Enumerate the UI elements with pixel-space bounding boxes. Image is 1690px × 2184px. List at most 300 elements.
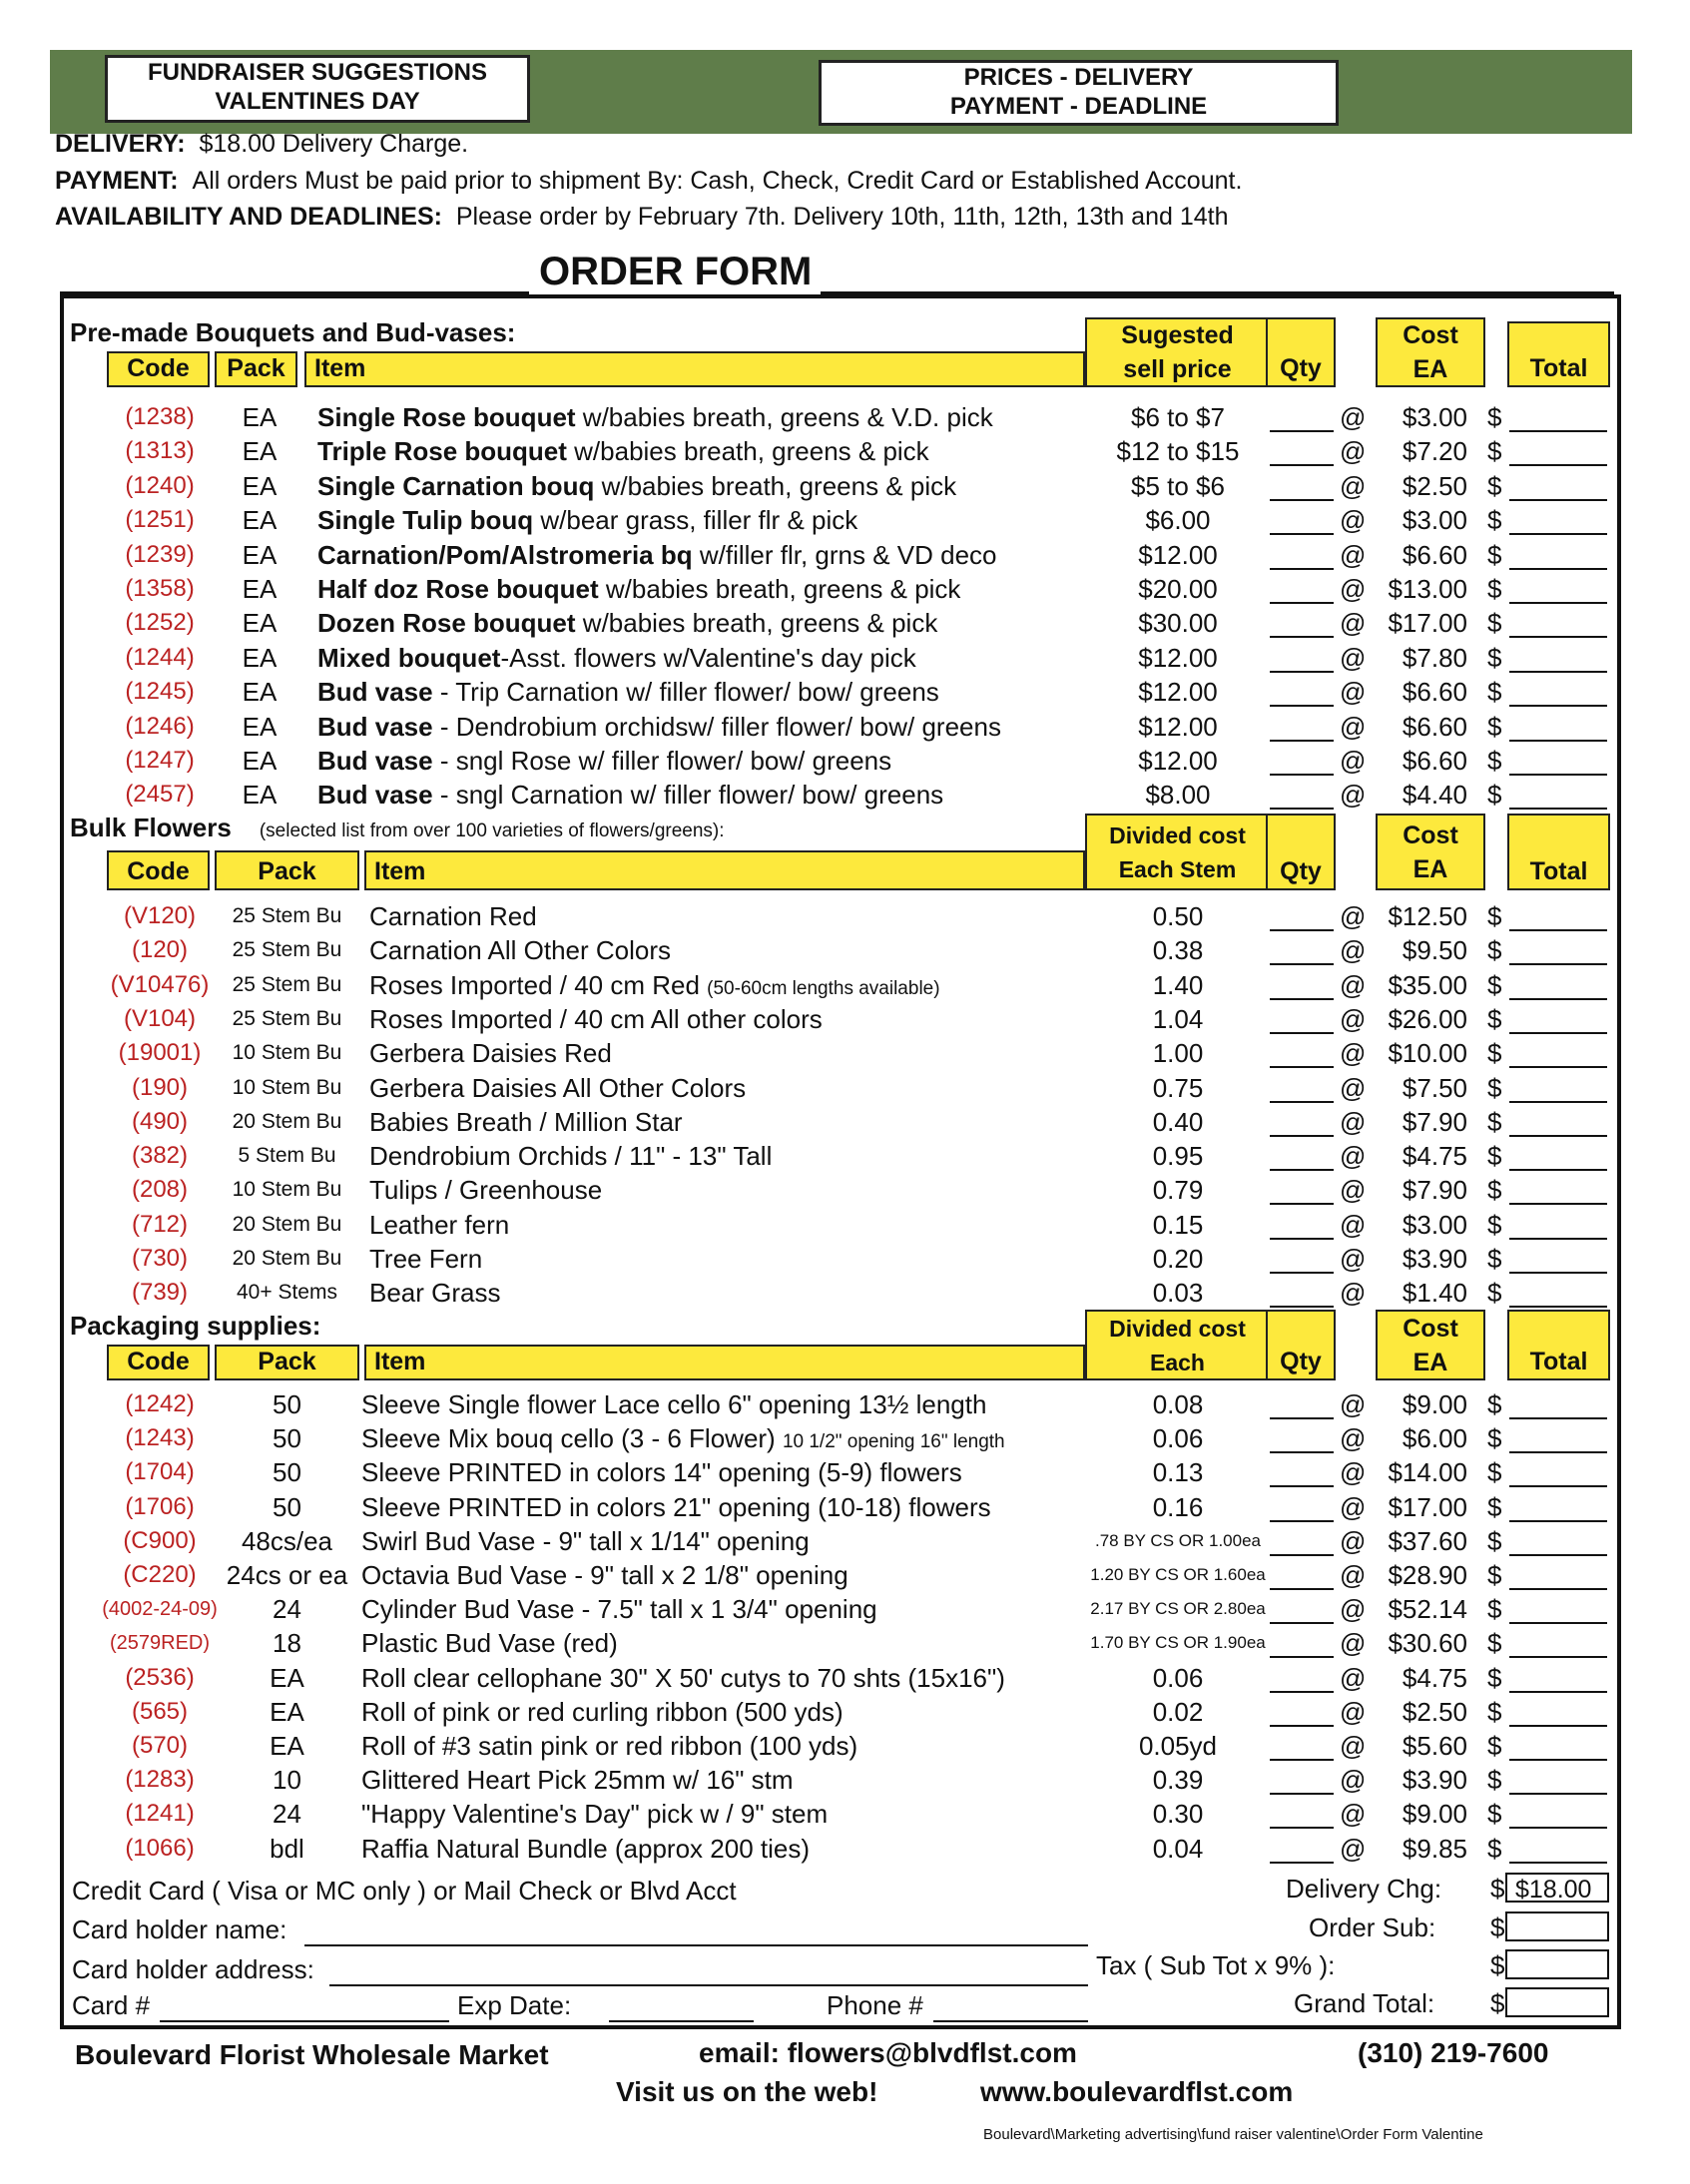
item-code: (712)	[131, 1210, 189, 1238]
dollar-sign: $	[1487, 711, 1502, 742]
at-sign: @	[1340, 1696, 1367, 1727]
delivery-chg-label: Delivery Chg:	[1286, 1874, 1442, 1904]
item-code: (2536)	[125, 1663, 195, 1691]
total-field[interactable]	[1509, 1032, 1607, 1034]
qty-field[interactable]	[1270, 1588, 1334, 1590]
item-cost: $9.00	[1402, 1389, 1467, 1419]
card-holder-address-field[interactable]	[329, 1984, 1088, 1986]
total-field[interactable]	[1509, 963, 1607, 965]
total-field[interactable]	[1509, 671, 1607, 673]
qty-field[interactable]	[1270, 1827, 1334, 1829]
header-box-prices: PRICES - DELIVERY PAYMENT - DEADLINE	[819, 60, 1339, 126]
table-row	[0, 1421, 1690, 1455]
section-title-bouquets: Pre-made Bouquets and Bud-vases:	[70, 317, 516, 347]
dollar-sign: $	[1487, 1389, 1502, 1419]
item-code: (208)	[131, 1176, 189, 1204]
header-pack: Pack	[215, 1345, 359, 1380]
item-cost: $28.90	[1388, 1560, 1467, 1590]
total-field[interactable]	[1509, 1485, 1607, 1487]
dollar-sign: $	[1487, 1278, 1502, 1309]
card-holder-name-field[interactable]	[304, 1944, 1088, 1946]
dollar-sign: $	[1487, 1833, 1502, 1864]
item-cost: $1.40	[1402, 1278, 1467, 1309]
item-name: Mixed bouquet	[317, 642, 501, 673]
dollar-sign: $	[1487, 1003, 1502, 1034]
at-sign: @	[1340, 1731, 1367, 1761]
total-field[interactable]	[1509, 533, 1607, 535]
total-field[interactable]	[1509, 1862, 1607, 1864]
at-sign: @	[1340, 1628, 1367, 1659]
item-description	[361, 1490, 991, 1524]
total-field[interactable]	[1509, 1554, 1607, 1556]
item-name: Sleeve Single flower Lace cello 6" opening 13½ length	[361, 1389, 987, 1419]
qty-field[interactable]	[1270, 1622, 1334, 1624]
item-price: $8.00	[1145, 780, 1211, 811]
grand-total-label: Grand Total:	[1294, 1988, 1435, 2018]
total-field[interactable]	[1509, 998, 1607, 1000]
item-name: Single Carnation bouq	[317, 470, 595, 501]
item-pack: 5 Stem Bu	[238, 1144, 336, 1168]
header-item: Item	[364, 850, 1085, 890]
item-description	[361, 1661, 1005, 1695]
item-code: (V104)	[123, 1004, 197, 1032]
item-description	[317, 538, 997, 572]
qty-field[interactable]	[1270, 1725, 1334, 1727]
dollar-sign: $	[1487, 436, 1502, 467]
item-code: (1358)	[125, 575, 195, 602]
item-name: Bud vase	[317, 677, 433, 708]
item-code: (V120)	[123, 902, 197, 929]
qty-field[interactable]	[1270, 464, 1334, 466]
item-name: Carnation Red	[369, 901, 537, 931]
item-price: 1.20 BY CS OR 1.60ea	[1090, 1565, 1266, 1584]
item-code: (1244)	[125, 643, 195, 671]
item-cost: $7.80	[1402, 642, 1467, 673]
at-sign: @	[1340, 935, 1367, 966]
item-description	[361, 1695, 844, 1729]
website-link[interactable]: www.boulevardflst.com	[980, 2076, 1294, 2107]
table-row	[0, 1242, 1690, 1276]
item-name: Octavia Bud Vase - 9" tall x 2 1/8" opening	[361, 1560, 848, 1590]
table-row	[0, 1208, 1690, 1242]
qty-field[interactable]	[1270, 568, 1334, 570]
item-price: 1.00	[1152, 1038, 1204, 1069]
qty-field[interactable]	[1270, 1862, 1334, 1864]
at-sign: @	[1340, 1209, 1367, 1240]
item-pack: EA	[242, 780, 278, 811]
at-sign: @	[1340, 1038, 1367, 1069]
item-code: (1241)	[125, 1800, 195, 1828]
table-row	[0, 1002, 1690, 1036]
item-cost: $6.60	[1402, 539, 1467, 570]
total-field[interactable]	[1509, 705, 1607, 707]
total-field[interactable]	[1509, 1588, 1607, 1590]
item-price: $12.00	[1138, 746, 1218, 776]
header-code: Code	[107, 351, 210, 387]
item-price: 0.02	[1152, 1696, 1204, 1727]
order-form-title: ORDER FORM	[539, 250, 813, 293]
item-pack: EA	[270, 1696, 304, 1727]
qty-field[interactable]	[1270, 1417, 1334, 1419]
item-code: (2457)	[125, 781, 195, 809]
visit-web-text: Visit us on the web!	[616, 2076, 878, 2107]
total-field[interactable]	[1509, 1203, 1607, 1205]
item-cost: $3.00	[1402, 1209, 1467, 1240]
item-code: (490)	[131, 1107, 189, 1135]
qty-field[interactable]	[1270, 1238, 1334, 1240]
item-cost: $2.50	[1402, 1696, 1467, 1727]
qty-field[interactable]	[1270, 929, 1334, 931]
table-row	[0, 1661, 1690, 1695]
item-description	[361, 1558, 848, 1592]
item-cost: $7.90	[1402, 1175, 1467, 1206]
table-row	[0, 1592, 1690, 1626]
table-row	[0, 1387, 1690, 1421]
dollar-sign: $	[1487, 1731, 1502, 1761]
table-row	[0, 675, 1690, 709]
at-sign: @	[1340, 642, 1367, 673]
item-price: $12.00	[1138, 711, 1218, 742]
table-row	[0, 1626, 1690, 1660]
qty-field[interactable]	[1270, 1485, 1334, 1487]
table-row	[0, 1490, 1690, 1524]
item-description	[361, 1592, 877, 1626]
item-code: (1240)	[125, 471, 195, 499]
total-field[interactable]	[1509, 1520, 1607, 1522]
item-cost: $14.00	[1388, 1457, 1467, 1488]
item-details: w/babies breath, greens & V.D. pick	[575, 402, 993, 432]
total-field[interactable]	[1509, 929, 1607, 931]
item-cost: $9.00	[1402, 1799, 1467, 1830]
at-sign: @	[1340, 1799, 1367, 1830]
order-sub-label: Order Sub:	[1309, 1912, 1436, 1942]
qty-field[interactable]	[1270, 705, 1334, 707]
qty-field[interactable]	[1270, 1306, 1334, 1308]
qty-field[interactable]	[1270, 636, 1334, 638]
total-field[interactable]	[1509, 1656, 1607, 1658]
item-code: (1246)	[125, 712, 195, 740]
item-price: 0.30	[1152, 1799, 1204, 1830]
grand-total-field[interactable]	[1505, 1987, 1609, 2017]
qty-field[interactable]	[1270, 1066, 1334, 1068]
item-pack: EA	[242, 539, 278, 570]
table-row	[0, 641, 1690, 675]
exp-date-field[interactable]	[609, 2020, 754, 2022]
card-number-field[interactable]	[160, 2020, 449, 2022]
qty-field[interactable]	[1270, 1272, 1334, 1274]
phone-field[interactable]	[933, 2020, 1088, 2022]
at-sign: @	[1340, 470, 1367, 501]
item-code: (V10476)	[110, 970, 210, 998]
item-details: -Asst. flowers w/Valentine's day pick	[500, 642, 916, 673]
header-code: Code	[107, 1345, 210, 1380]
item-price: $6.00	[1145, 505, 1211, 536]
item-details: - sngl Carnation w/ filler flower/ bow/ greens	[432, 780, 944, 811]
qty-field[interactable]	[1270, 1520, 1334, 1522]
dollar-sign: $	[1487, 1072, 1502, 1103]
item-pack: 50	[273, 1491, 301, 1522]
qty-field[interactable]	[1270, 1451, 1334, 1453]
item-price: 0.13	[1152, 1457, 1204, 1488]
item-code: (1706)	[125, 1492, 195, 1520]
total-field[interactable]	[1509, 1725, 1607, 1727]
item-name: Leather fern	[369, 1209, 510, 1240]
item-price: 0.39	[1152, 1765, 1204, 1796]
table-row	[0, 572, 1690, 606]
at-sign: @	[1340, 711, 1367, 742]
dollar-sign: $	[1487, 1175, 1502, 1206]
item-name: Roll of #3 satin pink or red ribbon (100 yds)	[361, 1731, 858, 1761]
header-sell-price: Sugested sell price	[1085, 317, 1270, 387]
item-description	[361, 1387, 986, 1421]
item-cost: $7.90	[1402, 1106, 1467, 1137]
item-price: 0.06	[1152, 1423, 1204, 1454]
total-field[interactable]	[1509, 430, 1607, 432]
item-code: (1247)	[125, 747, 195, 774]
dollar-sign: $	[1487, 642, 1502, 673]
dollar-sign: $	[1490, 1950, 1505, 1980]
item-pack: 20 Stem Bu	[232, 1247, 342, 1270]
item-pack: 40+ Stems	[237, 1281, 337, 1305]
qty-field[interactable]	[1270, 533, 1334, 535]
item-description	[317, 434, 929, 468]
total-field[interactable]	[1509, 1691, 1607, 1693]
dollar-sign: $	[1487, 1457, 1502, 1488]
item-code: (1239)	[125, 540, 195, 568]
qty-field[interactable]	[1270, 1656, 1334, 1658]
qty-field[interactable]	[1270, 1032, 1334, 1034]
item-name: Dendrobium Orchids / 11" - 13" Tall	[369, 1141, 773, 1172]
dollar-sign: $	[1487, 1244, 1502, 1274]
item-description	[369, 1105, 683, 1139]
header-pack: Pack	[215, 850, 359, 890]
at-sign: @	[1340, 1278, 1367, 1309]
email[interactable]: email: flowers@blvdflst.com	[699, 2037, 1077, 2068]
dollar-sign: $	[1487, 1525, 1502, 1556]
total-field[interactable]	[1509, 464, 1607, 466]
bulk-note: (selected list from over 100 varieties of flowers/greens):	[259, 820, 725, 841]
item-price: $5 to $6	[1131, 470, 1225, 501]
exp-date-label: Exp Date:	[457, 1990, 572, 2020]
total-field[interactable]	[1509, 1066, 1607, 1068]
item-code: (565)	[131, 1697, 189, 1725]
at-sign: @	[1340, 780, 1367, 811]
header-cost-ea: Cost EA	[1376, 317, 1485, 387]
item-code: (4002-24-09)	[102, 1598, 218, 1621]
total-field[interactable]	[1509, 1272, 1607, 1274]
total-field[interactable]	[1509, 1101, 1607, 1103]
item-name: Cylinder Bud Vase - 7.5" tall x 1 3/4" opening	[361, 1594, 877, 1625]
order-sub-field[interactable]	[1505, 1911, 1609, 1941]
total-field[interactable]	[1509, 740, 1607, 742]
table-row	[0, 1729, 1690, 1763]
total-field[interactable]	[1509, 1827, 1607, 1829]
total-field[interactable]	[1509, 1417, 1607, 1419]
item-description	[369, 1173, 602, 1207]
item-cost: $6.60	[1402, 677, 1467, 708]
total-field[interactable]	[1509, 1169, 1607, 1171]
item-details: - Trip Carnation w/ filler flower/ bow/ greens	[432, 677, 939, 708]
item-description	[317, 606, 937, 640]
qty-field[interactable]	[1270, 602, 1334, 604]
table-row	[0, 469, 1690, 503]
qty-field[interactable]	[1270, 1135, 1334, 1137]
item-code: (19001)	[118, 1039, 202, 1067]
item-description	[361, 1832, 810, 1866]
item-description	[369, 1276, 501, 1310]
item-details: w/babies breath, greens & pick	[594, 470, 957, 501]
qty-field[interactable]	[1270, 740, 1334, 742]
item-price: .78 BY CS OR 1.00ea	[1094, 1530, 1261, 1550]
dollar-sign: $	[1487, 1628, 1502, 1659]
item-price: 0.75	[1152, 1072, 1204, 1103]
total-field[interactable]	[1509, 1306, 1607, 1308]
item-code: (1283)	[125, 1766, 195, 1794]
item-description	[317, 744, 891, 778]
table-row	[0, 710, 1690, 744]
item-pack: 50	[273, 1423, 301, 1454]
total-field[interactable]	[1509, 602, 1607, 604]
item-details: w/filler flr, grns & VD deco	[692, 539, 997, 570]
at-sign: @	[1340, 1833, 1367, 1864]
card-holder-address-label: Card holder address:	[72, 1954, 314, 1984]
header-item: Item	[364, 1345, 1085, 1380]
item-pack: EA	[242, 505, 278, 536]
item-cost: $3.00	[1402, 505, 1467, 536]
total-field[interactable]	[1509, 1135, 1607, 1137]
at-sign: @	[1340, 1491, 1367, 1522]
item-pack: EA	[242, 711, 278, 742]
total-field[interactable]	[1509, 499, 1607, 501]
item-price: $20.00	[1138, 574, 1218, 604]
dollar-sign: $	[1487, 574, 1502, 604]
header-qty: Qty	[1266, 814, 1336, 890]
table-row	[0, 1105, 1690, 1139]
dollar-sign: $	[1487, 608, 1502, 639]
total-field[interactable]	[1509, 636, 1607, 638]
qty-field[interactable]	[1270, 1793, 1334, 1795]
qty-field[interactable]	[1270, 1203, 1334, 1205]
item-details: w/babies breath, greens & pick	[566, 436, 929, 467]
item-code: (1066)	[125, 1834, 195, 1862]
item-code: (382)	[131, 1142, 189, 1170]
dollar-sign: $	[1487, 1662, 1502, 1693]
header-qty: Qty	[1266, 317, 1336, 387]
item-price: $12.00	[1138, 677, 1218, 708]
item-code: (C220)	[123, 1561, 197, 1588]
at-sign: @	[1340, 1003, 1367, 1034]
item-note: (50-60cm lengths available)	[707, 977, 940, 999]
item-description	[369, 1242, 482, 1276]
item-cost: $6.60	[1402, 711, 1467, 742]
item-name: Single Tulip bouq	[317, 505, 534, 536]
header-total: Total	[1507, 321, 1610, 387]
item-name: "Happy Valentine's Day" pick w / 9" stem	[361, 1799, 829, 1830]
item-description	[317, 675, 939, 709]
tax-field[interactable]	[1505, 1949, 1609, 1979]
total-field[interactable]	[1509, 1759, 1607, 1761]
item-pack: EA	[242, 402, 278, 432]
item-cost: $9.85	[1402, 1833, 1467, 1864]
qty-field[interactable]	[1270, 671, 1334, 673]
total-field[interactable]	[1509, 1622, 1607, 1624]
item-name: Roll of pink or red curling ribbon (500 yds)	[361, 1696, 844, 1727]
qty-field[interactable]	[1270, 774, 1334, 776]
item-description	[369, 1208, 509, 1242]
item-name: Single Rose bouquet	[317, 402, 576, 432]
dollar-sign: $	[1487, 677, 1502, 708]
item-cost: $10.00	[1388, 1038, 1467, 1069]
item-cost: $2.50	[1402, 470, 1467, 501]
item-description	[317, 641, 916, 675]
item-description	[361, 1729, 857, 1763]
item-name: Dozen Rose bouquet	[317, 608, 576, 639]
qty-field[interactable]	[1270, 1759, 1334, 1761]
item-name: Half doz Rose bouquet	[317, 574, 599, 604]
qty-field[interactable]	[1270, 1169, 1334, 1171]
item-price: $12.00	[1138, 539, 1218, 570]
qty-field[interactable]	[1270, 998, 1334, 1000]
item-price: 0.95	[1152, 1141, 1204, 1172]
dollar-sign: $	[1487, 780, 1502, 811]
item-code: (739)	[131, 1279, 189, 1307]
dollar-sign: $	[1487, 1799, 1502, 1830]
at-sign: @	[1340, 1765, 1367, 1796]
dollar-sign: $	[1487, 1765, 1502, 1796]
item-pack: EA	[242, 574, 278, 604]
item-cost: $37.60	[1388, 1525, 1467, 1556]
table-row	[0, 1558, 1690, 1592]
item-description	[317, 503, 857, 537]
item-price: 1.70 BY CS OR 1.90ea	[1090, 1633, 1266, 1653]
total-field[interactable]	[1509, 1793, 1607, 1795]
total-field[interactable]	[1509, 568, 1607, 570]
item-details: - sngl Rose w/ filler flower/ bow/ greens	[432, 746, 892, 776]
item-cost: $6.00	[1402, 1423, 1467, 1454]
table-row	[0, 1455, 1690, 1489]
dollar-sign: $	[1487, 1141, 1502, 1172]
qty-field[interactable]	[1270, 1101, 1334, 1103]
item-pack: 10	[273, 1765, 301, 1796]
qty-field[interactable]	[1270, 499, 1334, 501]
table-row	[0, 503, 1690, 537]
qty-field[interactable]	[1270, 1554, 1334, 1556]
qty-field[interactable]	[1270, 430, 1334, 432]
total-field[interactable]	[1509, 1451, 1607, 1453]
item-cost: $52.14	[1388, 1594, 1467, 1625]
item-name: Triple Rose bouquet	[317, 436, 567, 467]
table-row	[0, 538, 1690, 572]
total-field[interactable]	[1509, 1238, 1607, 1240]
qty-field[interactable]	[1270, 808, 1334, 810]
total-field[interactable]	[1509, 774, 1607, 776]
total-field[interactable]	[1509, 808, 1607, 810]
qty-field[interactable]	[1270, 1691, 1334, 1693]
item-pack: 18	[273, 1628, 301, 1659]
header-box-fundraiser: FUNDRAISER SUGGESTIONS VALENTINES DAY	[105, 55, 530, 123]
item-name: Roses Imported / 40 cm Red	[369, 969, 700, 1000]
item-name: Bear Grass	[369, 1278, 501, 1309]
item-cost: $3.00	[1402, 402, 1467, 432]
item-cost: $6.60	[1402, 746, 1467, 776]
qty-field[interactable]	[1270, 963, 1334, 965]
item-price: 0.38	[1152, 935, 1204, 966]
item-note: 10 1/2" opening 16" length	[782, 1431, 1005, 1453]
dollar-sign: $	[1487, 1423, 1502, 1454]
item-description	[361, 1797, 828, 1831]
item-name: Sleeve PRINTED in colors 21" opening (10-18) flowers	[361, 1491, 991, 1522]
at-sign: @	[1340, 746, 1367, 776]
